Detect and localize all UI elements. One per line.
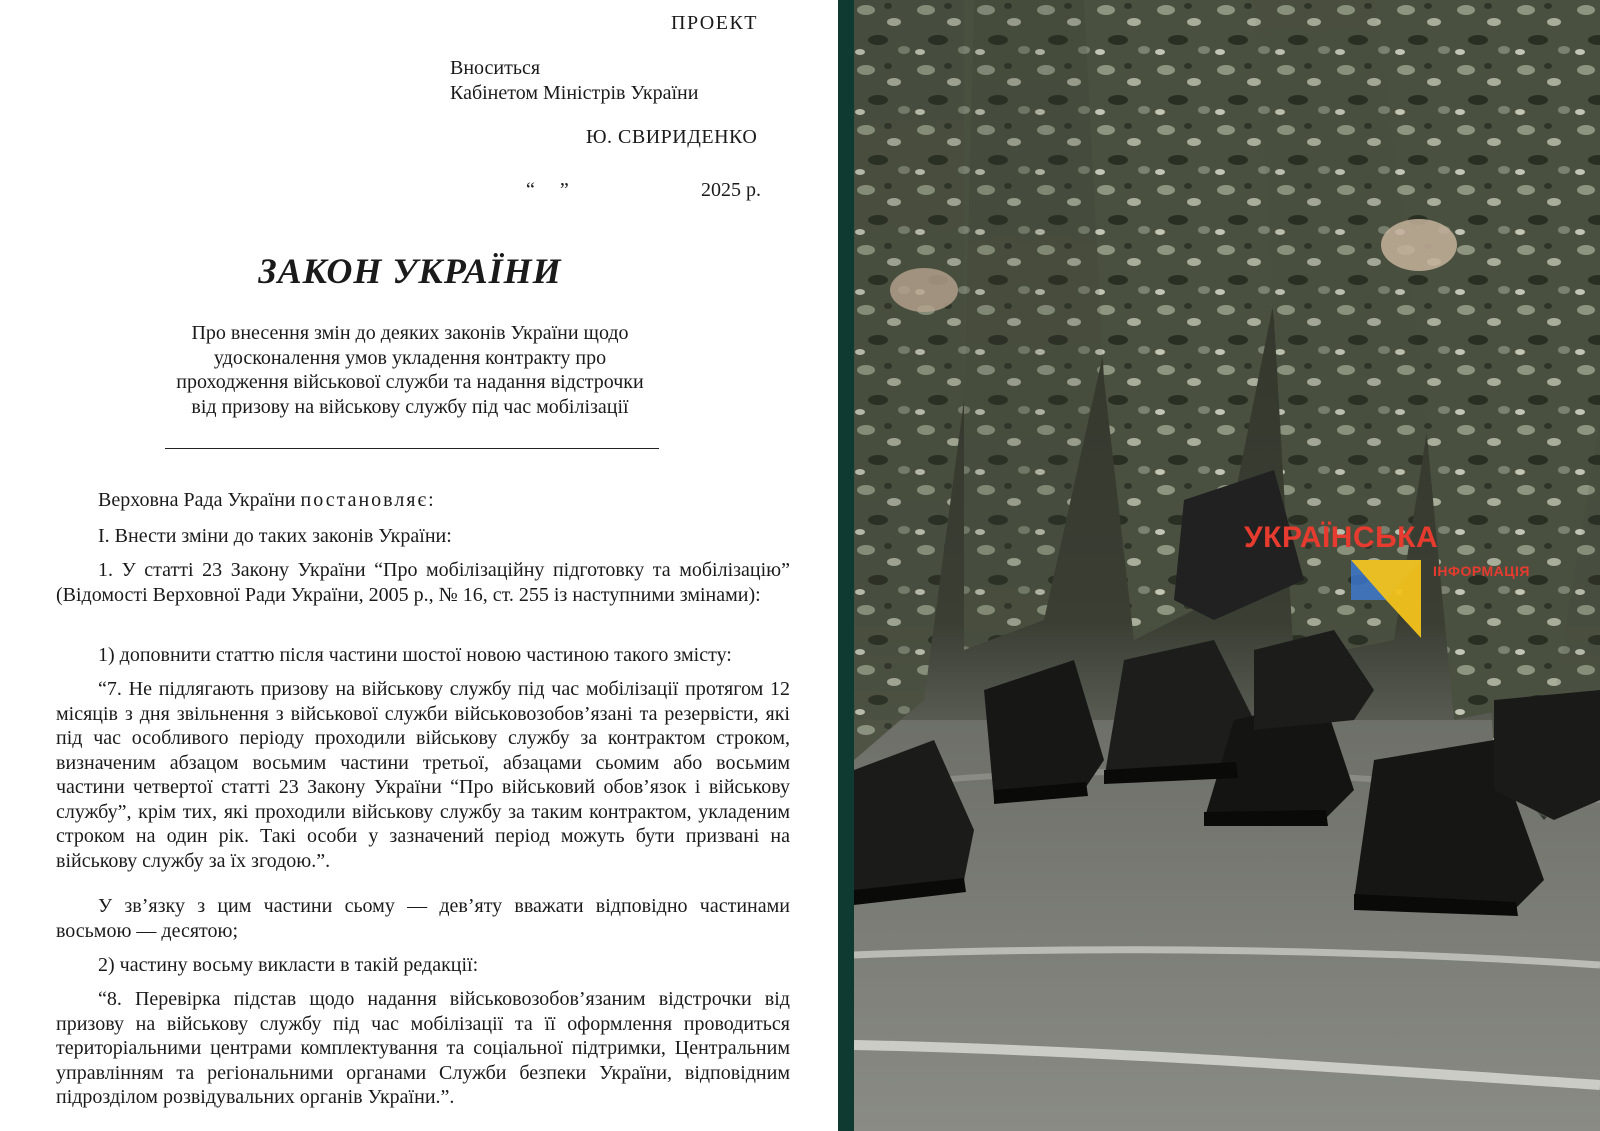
date-year: 2025 р. — [701, 179, 761, 201]
item-1-paragraph: 1. У статті 23 Закону України “Про мобілізаційну підготовку та мобілізацію” (Відомості Верховної Ради України, 2005 р., № 16, ст. 255 із наступними змінами): — [56, 559, 790, 606]
subtitle-line: Про внесення змін до деяких законів України щодо — [191, 322, 629, 344]
draft-stamp: ПРОЕКТ — [671, 12, 759, 34]
resolves-paragraph — [56, 488, 790, 513]
signer-name: Ю. СВИРИДЕНКО — [586, 126, 758, 148]
law-subtitle — [100, 321, 720, 419]
subtitle-line: проходження військової служби та надання відстрочки — [176, 371, 644, 393]
subitem-2-paragraph: 2) частину восьму викласти в такій редакції: — [98, 954, 479, 976]
resolves-prefix: Верховна Рада України — [98, 489, 301, 511]
logo-title: УКРАЇНСЬКА — [1244, 521, 1439, 554]
part-7-paragraph: “7. Не підлягають призову на військову службу під час мобілізації протягом 12 місяців з дня звільнення з військової служби військовозобов’язані та резервісти, які під час особливого періоду проходили військову службу за контрактом строком, визначеним абзацом восьмим частини третьої, абзацами сьомим або восьмим частини четвертої статті 23 Закону України “Про військовий обов’язок і військову службу”, крім тих, які проходили військову службу за таким контрактом, укладеним строком на один рік. Такі особи у зазначений період можуть бути призвані на військову службу за їх згодою.”. — [56, 678, 790, 872]
subtitle-line: від призову на військову службу під час мобілізації — [191, 395, 629, 418]
subitem-1-paragraph: 1) доповнити статтю після частини шостої новою частиною такого змісту: — [98, 644, 732, 666]
resolves-suffix: : — [428, 489, 434, 511]
law-title: ЗАКОН УКРАЇНИ — [258, 251, 562, 291]
subtitle-underline — [165, 448, 659, 449]
section-1-heading: I. Внести зміни до таких законів України: — [98, 525, 452, 547]
submitted-by-line-1: Вноситься — [450, 57, 541, 79]
ukrainian-flag-logo-mark — [1351, 560, 1421, 638]
page-divider — [838, 0, 854, 1131]
date-day-placeholder: “ ” — [526, 179, 569, 201]
logo-subtitle: ІНФОРМАЦІЯ — [1433, 563, 1530, 579]
submitted-by-line-2: Кабінетом Міністрів України — [450, 82, 699, 104]
subtitle-line: удосконалення умов укладення контракту про — [213, 346, 607, 369]
resolves-word: постановляє — [300, 489, 429, 511]
renumber-paragraph: У зв’язку з цим частини сьому — дев’яту вважати відповідно частинами восьмою — десятою; — [56, 895, 790, 942]
part-8-paragraph: “8. Перевірка підстав щодо надання військовозобов’язаним відстрочки від призову на військову службу під час мобілізації та її оформлення проводиться територіальними центрами комплектування та соціальної підтримки, Центральним управлінням та регіональними органами Служби безпеки України, відповідним підрозділом розвідувальних органів України.”. — [56, 988, 790, 1108]
